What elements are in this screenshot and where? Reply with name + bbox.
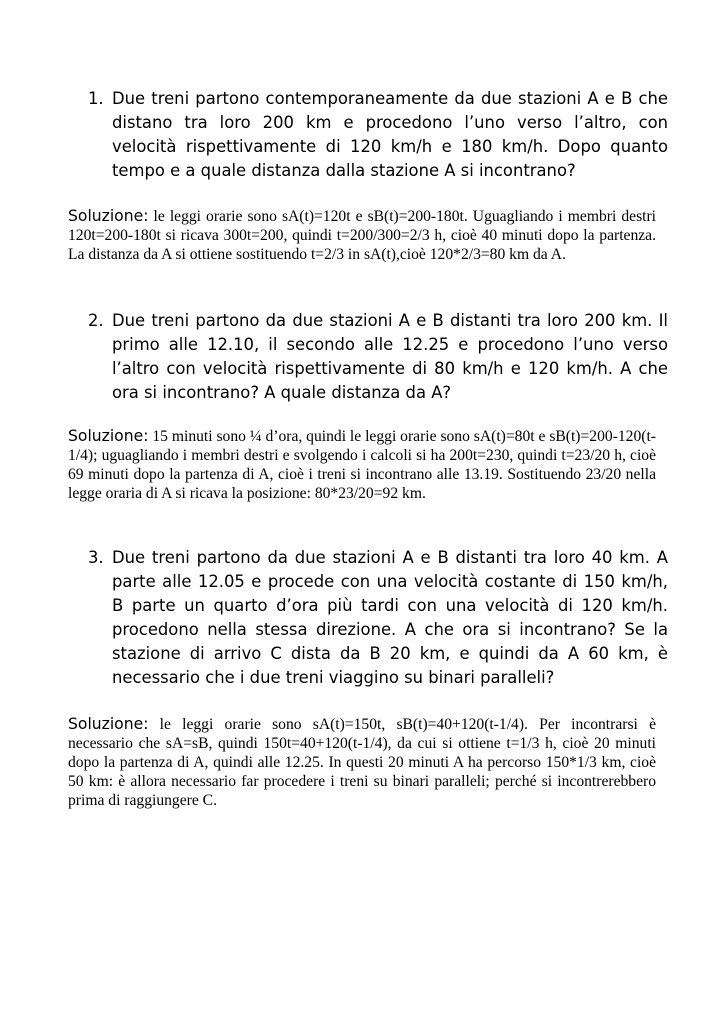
problem-3 [88,546,668,690]
solution-2 [68,427,656,503]
solution-3 [68,715,656,810]
solution-text: 15 minuti sono ¼ d’ora, quindi le leggi orarie sono sA(t)=80t e sB(t)=200-120(t-1/4); uguagliando i membri destri e svolgendo i calcoli si ha 200t=230, quindi t=23/20 h, cioè 69 minuti dopo la partenza di A, cioè i treni si incontrano alle 13.19. Sostituendo 23/20 nella legge oraria di A si ricava la posizione: 80*23/20=92 km. [68,428,656,502]
solution-label: Soluzione: [68,715,149,733]
solution-label: Soluzione: [68,207,149,225]
problem-text: Due treni partono contemporaneamente da due stazioni A e B che distano tra loro 200 km e procedono l’uno verso l’altro, con velocità rispettivamente di 120 km/h e 180 km/h. Dopo quanto tempo e a quale distanza dalla stazione A si incontrano? [112,89,668,180]
problem-number: 1. [88,89,104,108]
solution-text: le leggi orarie sono sA(t)=150t, sB(t)=40+120(t-1/4). Per incontrarsi è necessario che sA=sB, quindi 150t=40+120(t-1/4), da cui si ottiene t=1/3 h, cioè 20 minuti dopo la partenza di A, quindi alle 12.25. In questi 20 minuti A ha percorso 150*1/3 km, cioè 50 km: è allora necessario far procedere i treni su binari paralleli; perché si incontrerebbero prima di raggiungere C. [68,716,656,809]
problem-2 [88,309,668,405]
solution-text: le leggi orarie sono sA(t)=120t e sB(t)=200-180t. Uguagliando i membri destri 120t=200-180t si ricava 300t=200, quindi t=200/300=2/3 h, cioè 40 minuti dopo la partenza. La distanza da A si ottiene sostituendo t=2/3 in sA(t),cioè 120*2/3=80 km da A. [68,208,656,263]
problem-number: 3. [88,548,104,567]
problem-text: Due treni partono da due stazioni A e B distanti tra loro 40 km. A parte alle 12.05 e procede con una velocità costante di 150 km/h, B parte un quarto d’ora più tardi con una velocità di 120 km/h. procedono nella stessa direzione. A che ora si incontrano? Se la stazione di arrivo C dista da B 20 km, e quindi da A 60 km, è necessario che i due treni viaggino su binari paralleli? [112,548,668,687]
solution-1 [68,207,656,264]
problem-text: Due treni partono da due stazioni A e B distanti tra loro 200 km. Il primo alle 12.10, il secondo alle 12.25 e procedono l’uno verso l’altro con velocità rispettivamente di 80 km/h e 120 km/h. A che ora si incontrano? A quale distanza da A? [112,311,668,402]
solution-label: Soluzione: [68,427,149,445]
problem-number: 2. [88,311,104,330]
problem-1 [88,87,668,183]
